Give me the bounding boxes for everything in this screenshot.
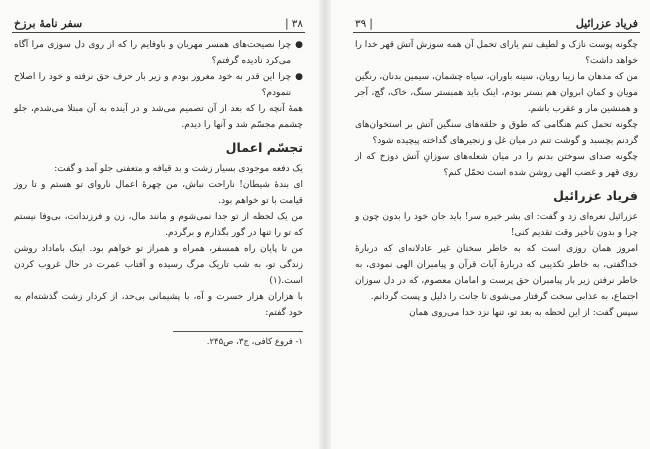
right-page <box>331 0 650 449</box>
left-running-head <box>12 2 305 33</box>
paragraph: با هزاران هزار حسرت و آه، با پشیمانی بی‌حد، از کردار زشت گذشته‌ام به خود گفتم: <box>14 292 303 318</box>
book-gutter <box>319 0 331 449</box>
paragraph: عزرائیل نعره‌ای زد و گفت: ای بشر خیره سر! باید جان خود را بدون چون و چرا و بدون تأخیر وقت تقدیم کنی! <box>355 212 638 238</box>
section-heading: تجسّم اعمال <box>225 140 303 155</box>
left-header-title: سفر نامهٔ برزخ <box>14 17 83 30</box>
bullet-icon: ● <box>295 40 303 50</box>
paragraph: ای بندهٔ شیطان! ناراحت نباش، من چهرهٔ اعمال ناروای تو هستم و تا روز قیامت با تو خواهم بود. <box>14 180 303 206</box>
paragraph: چگونه تحمل کنم هنگامی که طوق و حلقه‌های سنگین آتش بر استخوان‌های گردنم بچسبد و گوشت تنم در میان غل و زنجیرهای گداخته پیچیده شود؟ <box>355 120 638 146</box>
section-heading: فریاد عزرائیل <box>553 188 638 203</box>
footnote-divider <box>173 331 303 332</box>
paragraph: یک دفعه موجودی بسیار زشت و بد قیافه و متعفنی جلو آمد و گفت: <box>54 164 303 174</box>
paragraph: چگونه صدای سوختن بدنم را در میان شعله‌های سوزانِ آتش دوزخ که از روی قهر و غضب الهی روشن شده است تحمّل کنم؟ <box>355 152 638 178</box>
bullet-item: ● چرا این قدر به خود مغرور بودم و زیر بار حرف حق نرفته و خود را اصلاح ننمودم؟ <box>12 69 305 101</box>
right-running-head <box>353 2 640 33</box>
paragraph: من یک لحظه از تو جدا نمی‌شوم و مانند مال، زن و فرزندانت، بی‌وفا نیستم که تو را تنها در گور بگذارم و برگردم. <box>14 212 303 238</box>
right-header-title: فریاد عزرائیل <box>575 17 638 30</box>
paragraph: سپس گفت: از این لحظه به بعد تو، تنها نزد خدا می‌روی همان <box>409 308 638 318</box>
paragraph: امروز همان روزی است که به خاطر سخنان غیر عادلانه‌ای که دربارهٔ خداگفتی، به خاطر تکذیبی که دربارهٔ آیات قرآن و پیامبران الهی نمودی، به خاطر نرفتن زیر بار پیامبران حق پرست و امامان معصوم، که در دل سوزان اجتماع، به عذابی سخت گرفتار می‌شوی تا جانت را ذلیل و پست گردانم. <box>355 244 638 302</box>
paragraph: همهٔ آنچه را که بعد از آن تصمیم می‌شد و در آینده به آن مبتلا می‌شدم، جلو چشمم مجسّم شد و آنها را دیدم. <box>14 104 303 130</box>
paragraph: من که مدهان ما زیبا رویان، سینه باوران، سیاه چشمان، سیمین بدنان، رنگین مویان و کمان ابروان هم بستر بودم، اینک باید همبستر سنگ، خاک، گچ، آجر و همنشین مار و عقرب باشم. <box>354 72 638 114</box>
right-page-number: |۳۹ <box>355 17 373 30</box>
paragraph: چگونه پوست نازک و لطیف تنم یارای تحمل آن همه سوزش آتش قهر خدا را خواهد داشت؟ <box>355 40 638 66</box>
bullet-item: ● چرا نصیحت‌های همسر مهربان و باوفایم را که از روی دل سوزی مرا آگاه می‌کرد نادیده گرفتم؟ <box>12 37 305 69</box>
bullet-icon: ● <box>295 72 303 82</box>
paragraph: من تا پایان راه همسفر، همراه و همراز تو خواهم بود. اینک باماداد روشن زندگی تو، به شب تاریک مرگ رسیده و آفتاب عمرت در حال غروب کردن است.(۱) <box>14 244 303 286</box>
left-page-number: ۳۸| <box>285 17 303 30</box>
footnote: ۱- فروع کافی، ج۳، ص۲۴۵. <box>206 337 303 347</box>
left-page <box>0 0 319 449</box>
